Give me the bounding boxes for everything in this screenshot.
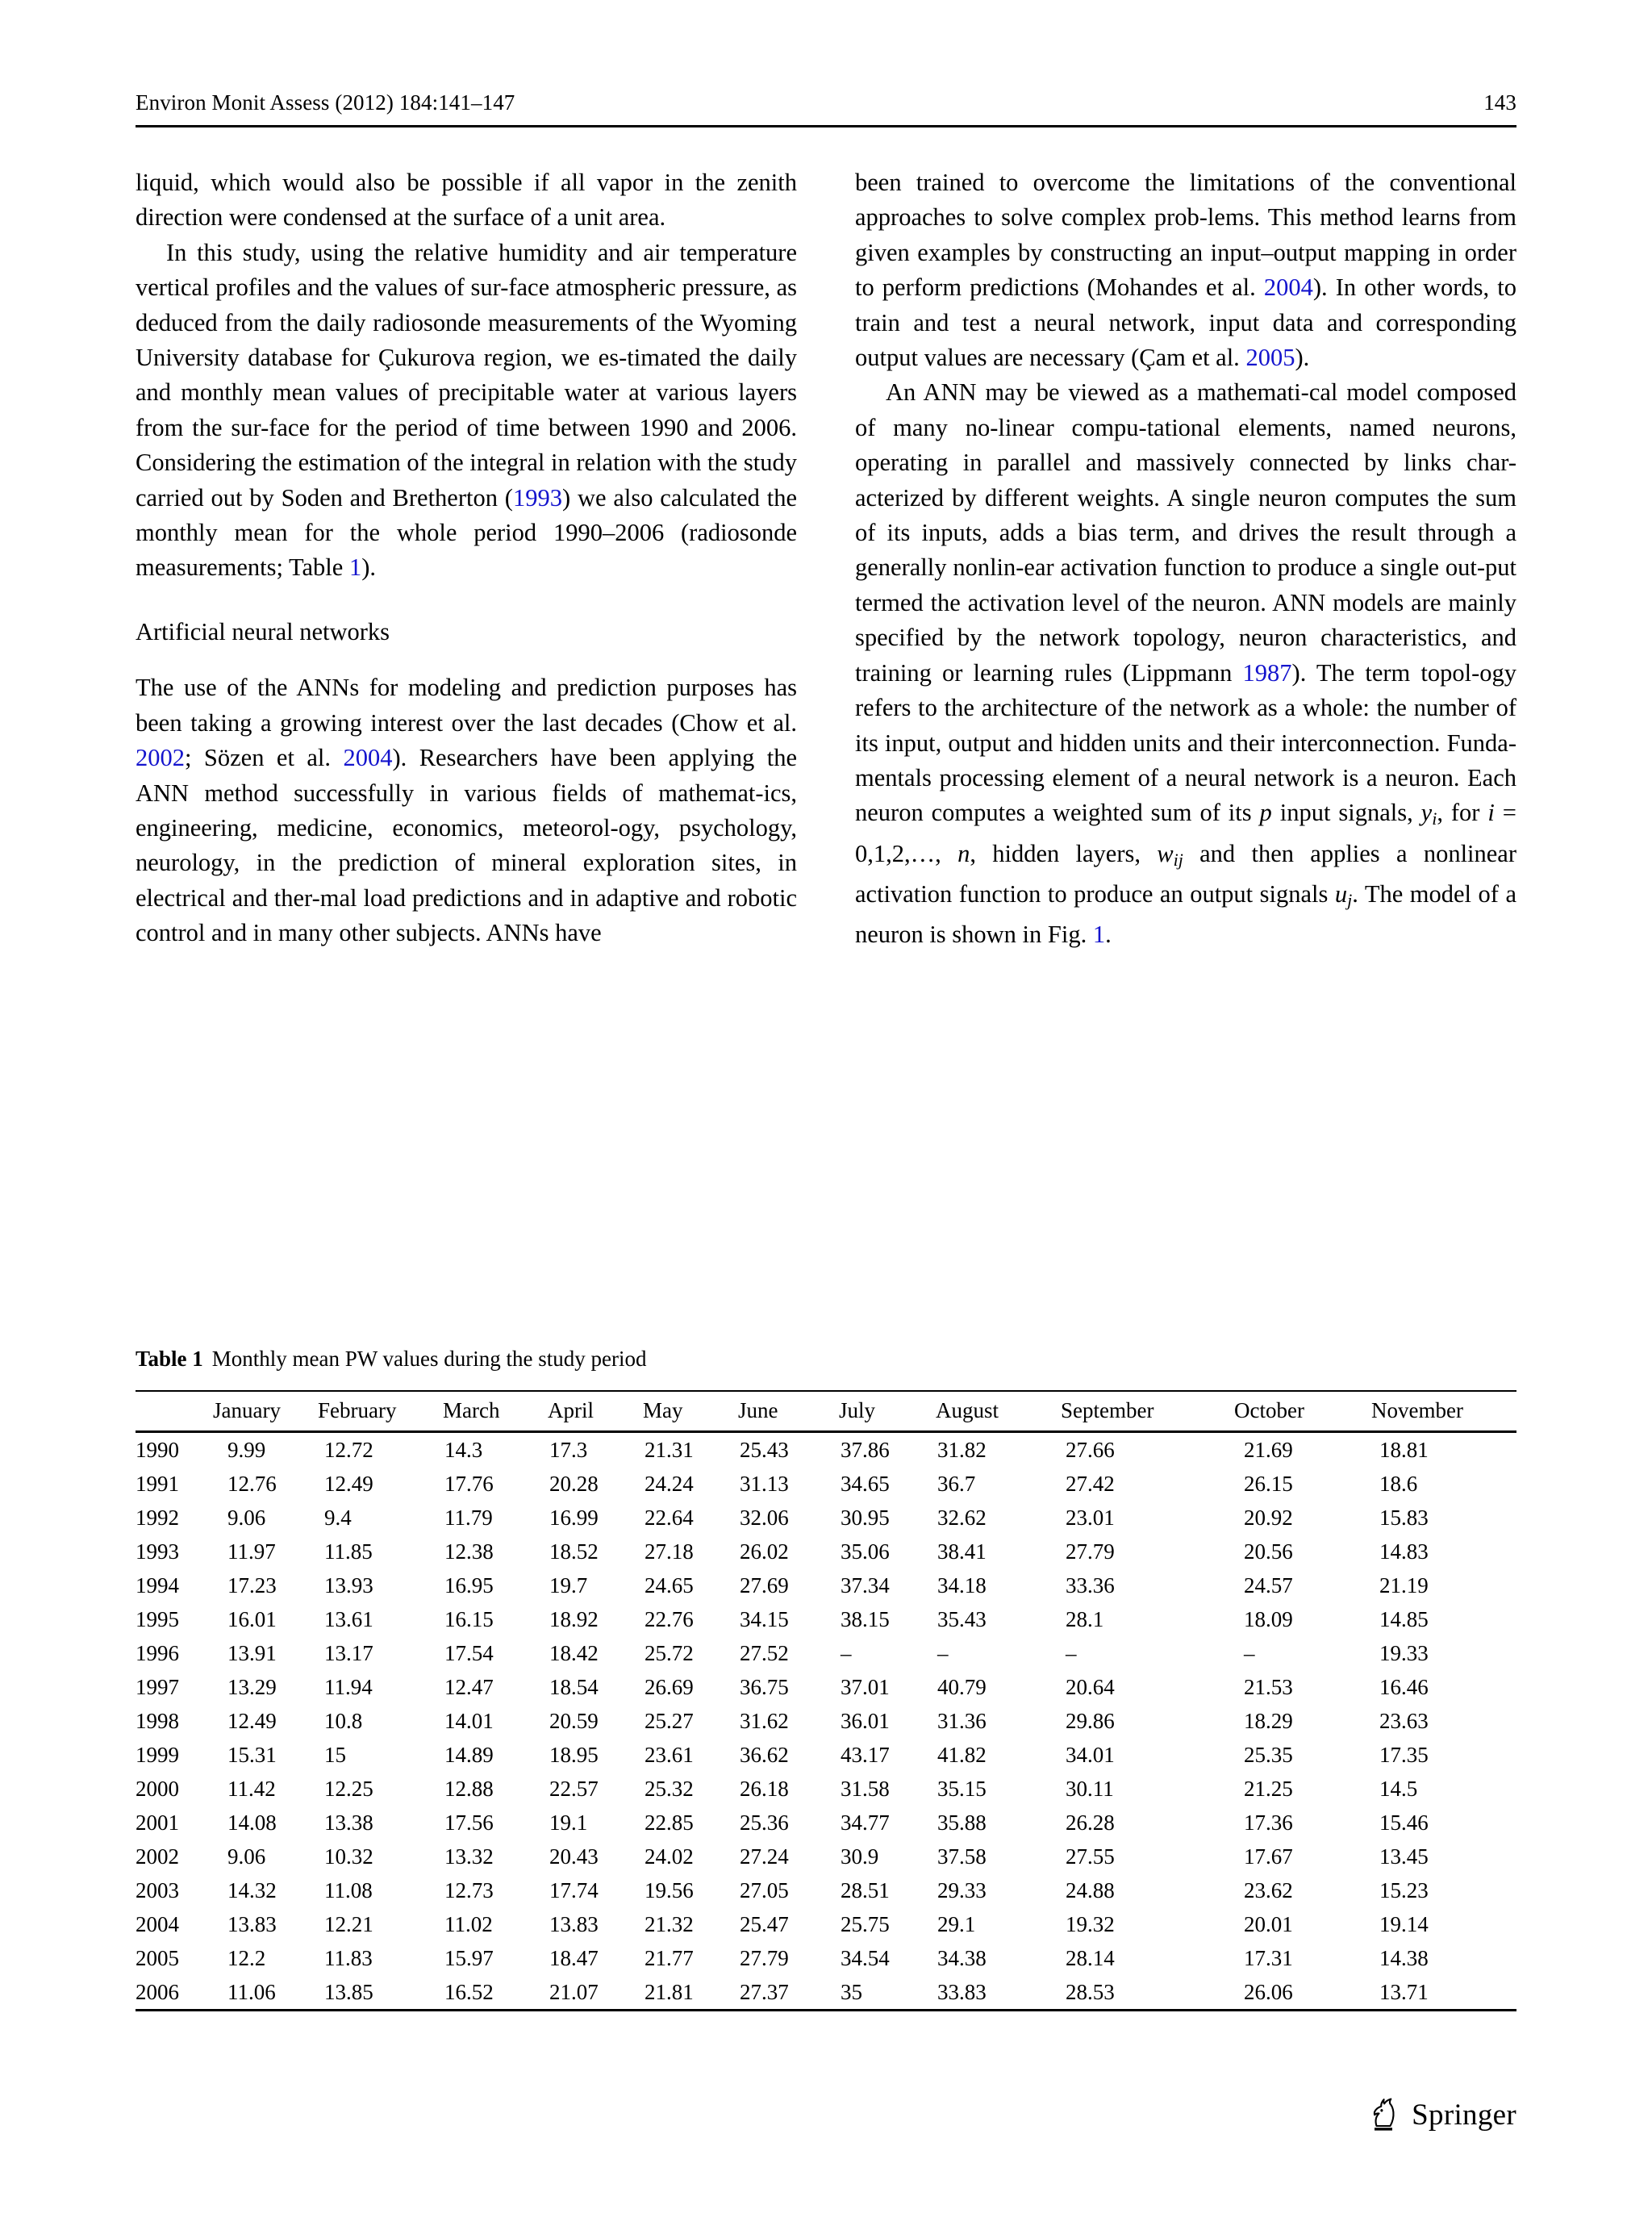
table-cell-value: 18.09 [1244, 1606, 1293, 1631]
table-cell-value: 11.08 [324, 1877, 373, 1902]
table-cell-value: 17.3 [549, 1437, 588, 1462]
table-1-header-august: August [936, 1398, 999, 1422]
table-cell-value: 37.58 [937, 1844, 987, 1869]
table-cell-value: 13.29 [227, 1674, 277, 1699]
table-cell-value: 17.54 [444, 1640, 494, 1665]
paragraph-an-ann-seg2: ). The term topol-ogy refers to the architecture of the network as a whole: the number of its input, output and hidden units and their interconnection. Funda-mentals processing element of a neural network is a neuron. Each neuron computes a weighted sum of its [855, 658, 1516, 827]
table-1-header-february: February [318, 1398, 397, 1422]
table-cell-value: 26.69 [645, 1674, 694, 1699]
table-cell-value: 11.97 [227, 1539, 276, 1564]
table-cell-value: 15.46 [1379, 1810, 1429, 1835]
table-cell-value: 34.54 [841, 1945, 890, 1970]
table-cell-value: 20.01 [1244, 1911, 1293, 1936]
table-cell-year: 1996 [136, 1640, 179, 1665]
springer-knight-icon [1365, 2094, 1402, 2136]
table-1-monthly-mean-pw [136, 1390, 1516, 2011]
table-cell-value: 30.9 [841, 1844, 879, 1869]
paragraph-liquid [136, 165, 797, 236]
table-cell-value: 17.56 [444, 1810, 494, 1835]
table-cell-year: 1992 [136, 1505, 179, 1530]
table-cell-value: 17.31 [1244, 1945, 1293, 1970]
math-symbol-i: i [1487, 799, 1495, 827]
table-row [136, 1501, 1516, 1535]
table-cell-value: 20.28 [549, 1471, 599, 1496]
table-cell-value: 26.06 [1244, 1979, 1293, 2004]
table-cell-value: 28.53 [1066, 1979, 1115, 2004]
paragraph-in-this-study-seg1: In this study, using the relative humidity and air temperature vertical profiles and the values of sur-face atmospheric pressure, as deduced from the daily radiosonde measurements of the Wyoming University database for Çukurova region, we es-timated the daily and monthly mean values of precipitable water at various layers from the sur-face for the period of time between 1990 and 2006. Considering the estimation of the integral in relation with the study carried out by Soden and Bretherton ( [136, 238, 797, 512]
table-cell-value: 27.52 [740, 1640, 789, 1665]
table-cell-value: 24.02 [645, 1844, 694, 1869]
table-cell-value: 11.42 [227, 1776, 276, 1801]
table-cell-year: 1998 [136, 1708, 179, 1733]
left-column [136, 165, 797, 952]
table-cell-value: 13.32 [444, 1844, 494, 1869]
table-cell-value: 34.18 [937, 1572, 987, 1597]
citation-soden-bretherton-1993[interactable]: 1993 [512, 483, 562, 512]
table-cell-value: 20.56 [1244, 1539, 1293, 1564]
table-row [136, 1670, 1516, 1704]
table-1-header-september: September [1061, 1398, 1154, 1422]
paragraph-ann-use-seg3: ). Researchers have been applying the ANN method successfully in various fields of mathemat-ics, engineering, medicine, economics, meteorol-ogy, psychology, neurology, in the prediction of mineral exploration sites, in electrical and ther-mal load predictions and in adaptive and robotic control and in many other subjects. ANNs have [136, 744, 797, 947]
table-cell-value: 17.76 [444, 1471, 494, 1496]
table-cell-value: 15.23 [1379, 1877, 1429, 1902]
math-symbol-u [1335, 880, 1352, 908]
table-cell-value: 13.83 [227, 1911, 277, 1936]
table-cell-year: 2004 [136, 1911, 179, 1936]
table-cell-value: 27.42 [1066, 1471, 1115, 1496]
table-cell-value: 35 [841, 1979, 862, 2004]
table-cell-value: 25.43 [740, 1437, 789, 1462]
table-1-header-april: April [548, 1398, 594, 1422]
table-cell-value: 32.62 [937, 1505, 987, 1530]
citation-mohandes-2004[interactable]: 2004 [1263, 274, 1313, 302]
table-cell-value: 15.83 [1379, 1505, 1429, 1530]
math-symbol-y [1420, 799, 1437, 829]
paragraph-in-this-study-seg2: ) we also calculated the monthly mean for the whole period 1990–2006 (radiosonde measurements; Table [136, 483, 797, 582]
table-cell-value: 11.06 [227, 1979, 276, 2004]
table-cell-value: 17.74 [549, 1877, 599, 1902]
table-cell-value: 31.36 [937, 1708, 987, 1733]
table-row [136, 1772, 1516, 1806]
table-cell-value: 30.95 [841, 1505, 890, 1530]
table-cell-year: 1997 [136, 1674, 179, 1699]
table-cell-value: 27.55 [1066, 1844, 1115, 1869]
table-cell-value: 31.82 [937, 1437, 987, 1462]
table-cell-year: 1995 [136, 1606, 179, 1631]
table-cell-value: 14.83 [1379, 1539, 1429, 1564]
table-row [136, 1432, 1516, 1468]
table-cell-value: 26.02 [740, 1539, 789, 1564]
table-cell-value: 23.61 [645, 1742, 694, 1767]
table-cell-value: 20.43 [549, 1844, 599, 1869]
table-cell-value: 20.92 [1244, 1505, 1293, 1530]
table-1-block [136, 1344, 1516, 2011]
table-cell-value: 20.64 [1066, 1674, 1115, 1699]
table-cell-value: 36.7 [937, 1471, 976, 1496]
table-cell-value: 35.15 [937, 1776, 987, 1801]
table-cell-value: 11.02 [444, 1911, 493, 1936]
table-cell-value: 34.65 [841, 1471, 890, 1496]
table-cell-value: 29.1 [937, 1911, 976, 1936]
table-cell-value: 12.76 [227, 1471, 277, 1496]
math-symbol-y-base: y [1420, 799, 1433, 827]
paragraph-been-trained-seg2: ). In other words, to train and test a neural network, input data and corresponding output values are necessary (Çam et al. [855, 274, 1516, 372]
table-cell-value: 30.11 [1066, 1776, 1114, 1801]
citation-figure-1[interactable]: 1 [1092, 921, 1106, 949]
table-cell-year: 1991 [136, 1471, 179, 1496]
table-cell-value: 34.77 [841, 1810, 890, 1835]
section-heading-artificial-neural-networks: Artificial neural networks [136, 617, 390, 645]
table-cell-year: 1990 [136, 1437, 179, 1462]
math-symbol-n: n [957, 839, 970, 867]
table-cell-value: 13.83 [549, 1911, 599, 1936]
table-cell-value: 21.31 [645, 1437, 694, 1462]
table-row [136, 1873, 1516, 1907]
table-1-caption-label: Table 1 [136, 1347, 203, 1371]
table-cell-year: 1999 [136, 1742, 179, 1767]
table-cell-value: 14.01 [444, 1708, 494, 1733]
table-row [136, 1907, 1516, 1941]
table-cell-value: 27.79 [1066, 1539, 1115, 1564]
table-cell-value: 12.73 [444, 1877, 494, 1902]
table-cell-value: 25.75 [841, 1911, 890, 1936]
table-cell-value: 36.62 [740, 1742, 789, 1767]
table-cell-value: 18.81 [1379, 1437, 1429, 1462]
table-cell-value: 9.06 [227, 1844, 266, 1869]
table-1-header-july: July [839, 1398, 876, 1422]
citation-chow-2002[interactable]: 2002 [136, 744, 185, 772]
paragraph-been-trained-seg3: ). [1295, 344, 1310, 372]
table-cell-value: 26.28 [1066, 1810, 1115, 1835]
table-cell-value: 14.38 [1379, 1945, 1429, 1970]
table-cell-value: 13.91 [227, 1640, 277, 1665]
table-cell-value: 19.1 [549, 1810, 588, 1835]
table-cell-value: 40.79 [937, 1674, 987, 1699]
table-cell-value: 27.05 [740, 1877, 789, 1902]
paragraph-an-ann [855, 375, 1516, 952]
table-cell-value: 12.49 [324, 1471, 373, 1496]
paragraph-an-ann-seg1: An ANN may be viewed as a mathemati-cal model composed of many no-linear compu-tational elements, named neurons, operating in parallel and massively connected by links char-acterized by different weights. A single neuron computes the sum of its inputs, adds a bias term, and drives the result through a generally nonlin-ear activation function to produce a single out-put termed the activation level of the neuron. ANN models are mainly specified by the network topology, neuron characteristics, and training or learning rules (Lippmann [855, 378, 1516, 687]
table-row [136, 1941, 1516, 1975]
math-symbol-u-subscript: j [1347, 889, 1353, 910]
table-cell-value: 11.83 [324, 1945, 373, 1970]
paragraph-an-ann-seg6: , hidden layers, [970, 839, 1158, 867]
table-1-header-november: November [1371, 1398, 1463, 1422]
table-cell-value: 10.32 [324, 1844, 373, 1869]
table-cell-value: 13.93 [324, 1572, 373, 1597]
table-cell-value: 25.27 [645, 1708, 694, 1733]
table-cell-value: 21.77 [645, 1945, 694, 1970]
table-cell-value: 21.53 [1244, 1674, 1293, 1699]
table-1-header-january: January [213, 1398, 281, 1422]
paragraph-an-ann-seg4: , for [1437, 799, 1488, 827]
table-cell-value: 26.15 [1244, 1471, 1293, 1496]
table-cell-year: 2001 [136, 1810, 179, 1835]
table-cell-value: 22.64 [645, 1505, 694, 1530]
paragraph-an-ann-seg9: . [1105, 921, 1112, 949]
table-cell-value: 35.43 [937, 1606, 987, 1631]
math-symbol-w-subscript: ij [1173, 849, 1183, 870]
table-cell-value: 25.36 [740, 1810, 789, 1835]
table-cell-value: 16.95 [444, 1572, 494, 1597]
table-cell-value: 28.1 [1066, 1606, 1104, 1631]
paragraph-an-ann-seg5: = 0,1,2,…, [855, 799, 1516, 867]
table-cell-value: 12.47 [444, 1674, 494, 1699]
table-cell-value: 12.2 [227, 1945, 266, 1970]
table-cell-value: 10.8 [324, 1708, 363, 1733]
table-cell-value: 29.33 [937, 1877, 987, 1902]
table-cell-value: 21.07 [549, 1979, 599, 2004]
table-cell-value: 21.25 [1244, 1776, 1293, 1801]
table-cell-value: 34.38 [937, 1945, 987, 1970]
table-cell-value: 27.66 [1066, 1437, 1115, 1462]
springer-wordmark: Springer [1412, 2098, 1516, 2132]
paragraph-ann-use-seg1: The use of the ANNs for modeling and prediction purposes has been taking a growing interest over the last decades (Chow et al. [136, 674, 797, 737]
table-row [136, 1840, 1516, 1873]
table-cell-value: 12.25 [324, 1776, 373, 1801]
table-cell-value: 15.31 [227, 1742, 277, 1767]
table-cell-value: 22.57 [549, 1776, 599, 1801]
table-cell-value: 14.32 [227, 1877, 277, 1902]
table-1-header-october: October [1234, 1398, 1304, 1422]
table-cell-value: 27.79 [740, 1945, 789, 1970]
table-cell-value: 31.62 [740, 1708, 789, 1733]
table-cell-value: 21.81 [645, 1979, 694, 2004]
table-row [136, 1704, 1516, 1738]
math-symbol-u-base: u [1334, 879, 1348, 908]
table-cell-year: 2006 [136, 1979, 179, 2004]
table-1-header-june: June [738, 1398, 778, 1422]
table-cell-value: 24.88 [1066, 1877, 1115, 1902]
table-cell-value: 9.06 [227, 1505, 266, 1530]
table-cell-value: 38.15 [841, 1606, 890, 1631]
table-1-header-may: May [643, 1398, 683, 1422]
table-cell-value: 13.17 [324, 1640, 373, 1665]
table-1-header-march: March [443, 1398, 500, 1422]
table-cell-value: 25.47 [740, 1911, 789, 1936]
paragraph-in-this-study-seg3: ). [361, 553, 376, 582]
table-cell-value: 31.13 [740, 1471, 789, 1496]
table-cell-year: 2003 [136, 1877, 179, 1902]
running-head-page-number: 143 [1483, 90, 1516, 115]
paragraph-ann-use-seg2: ; Sözen et al. [185, 744, 344, 772]
right-column [855, 165, 1516, 952]
springer-footer [1365, 2094, 1516, 2136]
table-cell-value: – [937, 1640, 949, 1665]
table-cell-value: – [841, 1640, 852, 1665]
table-cell-value: 14.08 [227, 1810, 277, 1835]
table-cell-value: 18.54 [549, 1674, 599, 1699]
table-row [136, 1738, 1516, 1772]
paragraph-an-ann-seg8: . The model of a neuron is shown in Fig. [855, 879, 1516, 949]
table-cell-value: 25.32 [645, 1776, 694, 1801]
table-cell-value: 29.86 [1066, 1708, 1115, 1733]
table-cell-value: 24.65 [645, 1572, 694, 1597]
table-cell-value: – [1244, 1640, 1255, 1665]
table-cell-value: 13.45 [1379, 1844, 1429, 1869]
table-cell-value: 18.42 [549, 1640, 599, 1665]
table-cell-value: 13.71 [1379, 1979, 1429, 2004]
citation-sozen-2004[interactable]: 2004 [343, 744, 393, 772]
table-cell-value: 16.01 [227, 1606, 277, 1631]
table-cell-value: 33.36 [1066, 1572, 1115, 1597]
table-cell-value: 14.3 [444, 1437, 483, 1462]
table-cell-value: 23.01 [1066, 1505, 1115, 1530]
table-cell-value: 18.29 [1244, 1708, 1293, 1733]
table-cell-year: 1993 [136, 1539, 179, 1564]
table-cell-value: 12.49 [227, 1708, 277, 1733]
table-cell-value: 32.06 [740, 1505, 789, 1530]
table-cell-value: 16.99 [549, 1505, 599, 1530]
table-row [136, 1535, 1516, 1568]
table-cell-value: 18.52 [549, 1539, 599, 1564]
table-cell-value: 24.24 [645, 1471, 694, 1496]
paragraph-been-trained [855, 165, 1516, 375]
citation-cam-2005[interactable]: 2005 [1245, 344, 1295, 372]
table-cell-value: 19.56 [645, 1877, 694, 1902]
table-row [136, 1636, 1516, 1670]
table-cell-value: 35.06 [841, 1539, 890, 1564]
table-cell-value: 31.58 [841, 1776, 890, 1801]
table-cell-value: 11.79 [444, 1505, 493, 1530]
table-cell-value: 12.72 [324, 1437, 373, 1462]
running-head-journal: Environ Monit Assess (2012) 184:141–147 [136, 90, 515, 115]
table-cell-value: 11.94 [324, 1674, 373, 1699]
table-cell-value: 18.92 [549, 1606, 599, 1631]
table-cell-value: 21.69 [1244, 1437, 1293, 1462]
table-cell-value: 37.01 [841, 1674, 890, 1699]
citation-table-1[interactable]: 1 [348, 553, 362, 582]
table-cell-year: 1994 [136, 1572, 179, 1597]
paragraph-in-this-study [136, 236, 797, 586]
table-cell-value: 21.32 [645, 1911, 694, 1936]
table-cell-value: 11.85 [324, 1539, 373, 1564]
table-cell-value: 16.15 [444, 1606, 494, 1631]
math-symbol-y-subscript: i [1432, 808, 1437, 829]
table-cell-value: 27.24 [740, 1844, 789, 1869]
table-cell-value: 18.47 [549, 1945, 599, 1970]
table-cell-value: 19.14 [1379, 1911, 1429, 1936]
running-head-rule [136, 125, 1516, 127]
table-cell-value: 13.38 [324, 1810, 373, 1835]
table-cell-value: 37.86 [841, 1437, 890, 1462]
table-row [136, 1975, 1516, 2011]
table-cell-value: 33.83 [937, 1979, 987, 2004]
table-cell-value: 25.35 [1244, 1742, 1293, 1767]
table-cell-value: 27.37 [740, 1979, 789, 2004]
table-row [136, 1806, 1516, 1840]
table-cell-value: 12.38 [444, 1539, 494, 1564]
table-1-header-year [136, 1391, 213, 1432]
table-cell-value: 18.6 [1379, 1471, 1418, 1496]
table-cell-value: 24.57 [1244, 1572, 1293, 1597]
table-cell-value: 27.69 [740, 1572, 789, 1597]
table-cell-value: 16.46 [1379, 1674, 1429, 1699]
table-cell-value: 23.62 [1244, 1877, 1293, 1902]
table-cell-value: 17.23 [227, 1572, 277, 1597]
table-cell-value: 14.89 [444, 1742, 494, 1767]
table-cell-year: 2002 [136, 1844, 179, 1869]
table-cell-value: 17.67 [1244, 1844, 1293, 1869]
table-cell-value: 16.52 [444, 1979, 494, 2004]
math-symbol-w-base: w [1157, 839, 1174, 867]
table-cell-value: 38.41 [937, 1539, 987, 1564]
table-cell-value: 41.82 [937, 1742, 987, 1767]
table-cell-value: – [1066, 1640, 1077, 1665]
table-1-caption [136, 1344, 1516, 1373]
running-head [136, 90, 1516, 115]
table-cell-value: 37.34 [841, 1572, 890, 1597]
table-1-caption-text: Monthly mean PW values during the study period [211, 1347, 647, 1371]
table-1-body [136, 1432, 1516, 2011]
table-cell-value: 25.72 [645, 1640, 694, 1665]
table-row [136, 1602, 1516, 1636]
table-cell-value: 15.97 [444, 1945, 494, 1970]
table-row [136, 1467, 1516, 1501]
table-cell-value: 18.95 [549, 1742, 599, 1767]
table-cell-year: 2000 [136, 1776, 179, 1801]
table-cell-value: 17.35 [1379, 1742, 1429, 1767]
table-cell-value: 34.01 [1066, 1742, 1115, 1767]
citation-lippmann-1987[interactable]: 1987 [1242, 658, 1292, 687]
table-cell-value: 9.4 [324, 1505, 352, 1530]
table-cell-value: 26.18 [740, 1776, 789, 1801]
table-cell-value: 22.85 [645, 1810, 694, 1835]
math-symbol-w [1157, 839, 1183, 870]
table-1-header-row [136, 1391, 1516, 1432]
table-cell-value: 14.85 [1379, 1606, 1429, 1631]
table-cell-value: 14.5 [1379, 1776, 1418, 1801]
table-cell-value: 36.75 [740, 1674, 789, 1699]
table-cell-value: 19.7 [549, 1572, 588, 1597]
table-1-head [136, 1391, 1516, 1432]
table-cell-value: 15 [324, 1742, 346, 1767]
table-cell-value: 28.51 [841, 1877, 890, 1902]
table-row [136, 1568, 1516, 1602]
table-cell-value: 9.99 [227, 1437, 266, 1462]
table-cell-value: 21.19 [1379, 1572, 1429, 1597]
paragraph-an-ann-seg7: and then applies a nonlinear activation function to produce an output signals [855, 839, 1516, 908]
table-cell-value: 12.21 [324, 1911, 373, 1936]
body-columns [136, 165, 1516, 952]
table-cell-value: 22.76 [645, 1606, 694, 1631]
table-cell-value: 13.61 [324, 1606, 373, 1631]
table-cell-value: 19.32 [1066, 1911, 1115, 1936]
table-cell-value: 12.88 [444, 1776, 494, 1801]
table-cell-value: 27.18 [645, 1539, 694, 1564]
table-cell-value: 28.14 [1066, 1945, 1115, 1970]
table-cell-value: 20.59 [549, 1708, 599, 1733]
table-cell-value: 43.17 [841, 1742, 890, 1767]
math-symbol-p: p [1259, 799, 1272, 827]
table-cell-value: 13.85 [324, 1979, 373, 2004]
table-cell-value: 34.15 [740, 1606, 789, 1631]
table-cell-value: 19.33 [1379, 1640, 1429, 1665]
paragraph-liquid-text: liquid, which would also be possible if all vapor in the zenith direction were condensed at the surface of a unit area. [136, 169, 797, 232]
paragraph-been-trained-seg1: been trained to overcome the limitations of the conventional approaches to solve complex prob-lems. This method learns from given examples by constructing an input–output mapping in order to perform predictions (Mohandes et al. [855, 169, 1516, 302]
table-cell-value: 35.88 [937, 1810, 987, 1835]
paragraph-ann-use [136, 670, 797, 950]
table-cell-value: 23.63 [1379, 1708, 1429, 1733]
table-cell-value: 36.01 [841, 1708, 890, 1733]
paragraph-an-ann-seg3: input signals, [1271, 799, 1421, 827]
table-cell-year: 2005 [136, 1945, 179, 1970]
table-cell-value: 17.36 [1244, 1810, 1293, 1835]
